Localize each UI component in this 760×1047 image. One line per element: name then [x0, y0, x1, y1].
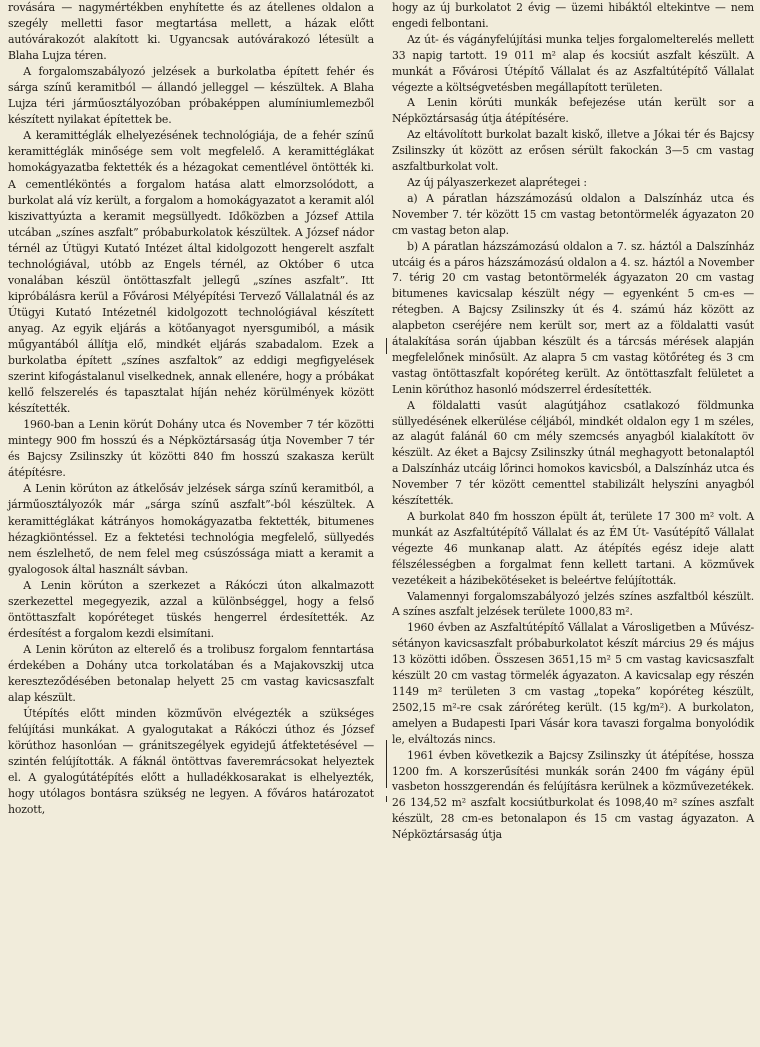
left-column — [8, 0, 374, 818]
paragraph: Az út- és vágányfelújítási munka teljes forgalomelterelés mellett 33 napig tartott. 19 011 m² alap és kocsiút aszfalt készült. A munkát a Fővárosi Útépítő Vállalat és az Aszfaltútépítő Vállalat végezte a költségvetésben megállapított területen. — [392, 32, 754, 94]
paragraph: 1960 évben az Aszfaltútépítő Vállalat a Városligetben a Művész-sétányon kavicsaszfalt próbaburkolatot készít március 29 és május 13 közötti időben. Összesen 3651,15 m² 5 cm vastag kavicsaszfalt készült 20 cm vastag törmelék ágyazaton. A kavicsalap egy részén 1149 m² területen 3 cm vastag „topeka” kopóréteg készült, 2502,15 m²-re csak záróréteg került. (15 kg/m²). A burkolaton, amelyen a Budapesti Ipari Vásár kora tavaszi forgalma bonyolódik le, elváltozás nincs. — [392, 621, 754, 746]
paragraph: hogy az új burkolatot 2 évig — üzemi hibáktól eltekintve — nem engedi felbontani. — [392, 1, 754, 30]
margin-mark — [386, 740, 387, 788]
margin-mark — [386, 796, 387, 802]
paragraph: A keramittéglák elhelyezésének technológiája, de a fehér színű keramittéglák minősége sem volt megfelelő. A keramittéglákat homokágyazatba fektették és a hézagokat cementlével öntötték ki. A cementléköntés a forgalom hatása alatt elmorzsolódott, a burkolat alá víz került, a forgalom a homokágyazatot a keramit alól kiszivattyúzta a keramit megsüllyedt. Időközben a József Attila utcában „színes aszfalt” próbaburkolatok készültek. A József nádor térnél az Útügyi Kutató Intézet által kidolgozott hengerelt aszfalt technológiával, utóbb az Engels térnél, az Október 6 utca vonalában készül öntöttaszfalt jellegű „színes aszfalt”. Itt kipróbálásra kerül a Fővárosi Mélyépítési Tervező Vállalatnál és az Útügyi Kutató Intézetnél kidolgozott technológiával készített anyag. Az egyik eljárás a kötőanyagot nyersgumiból, a másik műgyantából állítja elő, mindkét eljárás szabadalom. Ezek a burkolatba épített „színes aszfaltok” az eddigi megfigyelések szerint kifogástalanul viselkednek, annak ellenére, hogy a próbákat kellő felszerelés és tapasztalat híján nehéz körülmények között készítették. — [8, 129, 374, 416]
paragraph: A Lenin körúton a szerkezet a Rákóczi úton alkalmazott szerkezettel megegyezik, azzal a különbséggel, hogy a felső öntöttaszfalt kopóréteget tüskés hengerrel érdesítették. Az érdesítést a forgalom kezdi elsimítani. — [8, 578, 374, 640]
paragraph: 1961 évben következik a Bajcsy Zsilinszky út átépítése, hossza 1200 fm. A korszerűsítési munkák során 2400 fm vágány épül vasbeton hosszgerendán és felújításra kerülnek a közművezetékek. 26 134,52 m² aszfalt kocsiútburkolat és 1098,40 m² színes aszfalt készült, 28 cm-es betonalapon és 15 cm vastag ágyazaton. A Népköztársaság útja — [392, 748, 754, 842]
paragraph: b) A páratlan házszámozású oldalon a 7. sz. háztól a Dalszínház utcáig és a páros házszámozású oldalon a 4. sz. háztól a November 7. térig 20 cm vastag betontörmelék ágyazaton 20 cm vastag bitumenes kavicsalap készült négy — egyenként 5 cm-es — rétegben. A Bajcsy Zsilinszky út és 4. számú ház között az alapbeton cseréjére nem került sor, mert az a földalatti vasút átalakítása során újabban készült és a tárcsás mérések alapján megfelelőnek minősült. Az alapra 5 cm vastag kötőréteg és 3 cm vastag öntöttaszfalt kopóréteg került. Az öntöttaszfalt felületet a Lenin körúthoz hasonló módszerrel érdesítették. — [392, 239, 754, 396]
paragraph: Az új pályaszerkezet alaprétegei : — [407, 175, 587, 189]
paragraph: 1960-ban a Lenin körút Dohány utca és November 7 tér közötti mintegy 900 fm hosszú és a Népköztársaság útja November 7 tér és Bajcsy Zsilinszky út közötti 840 fm hosszú szakasza került átépítésre. — [8, 418, 374, 480]
paragraph: a) A páratlan házszámozású oldalon a Dalszínház utca és November 7. tér között 15 cm vastag betontörmelék ágyazaton 20 cm vastag beton alap. — [392, 191, 754, 237]
paragraph: Útépítés előtt minden közművön elvégezték a szükséges felújítási munkákat. A gyalogutakat a Rákóczi úthoz és József körúthoz hasonlóan — gránitszegélyek egyidejű átfektetésével — szintén felújították. A fáknál öntöttvas faveremrácsokat helyeztek el. A gyalogútátépítés előtt a hulladékkosarakat is elhelyezték, hogy utólagos bontásra szükség ne legyen. A főváros határozatot hozott, — [8, 707, 374, 817]
paragraph: A forgalomszabályozó jelzések a burkolatba épített fehér és sárga színű keramitból — állandó jelleggel — készültek. A Blaha Lujza téri járműosztályozóban próbaképpen alumíniumlemezből készített nyilakat építettek be. — [8, 65, 374, 127]
paragraph: Az eltávolított burkolat bazalt kiskő, illetve a Jókai tér és Bajcsy Zsilinszky út között az erősen sérült fakockán 3—5 cm vastag aszfaltburkolat volt. — [392, 128, 754, 174]
paragraph: A Lenin körúton az elterelő és a trolibusz forgalom fenntartása érdekében a Dohány utca torkolatában és a Majakovszkij utca kereszteződésében betonalap helyett 25 cm vastag kavicsaszfalt alap készült. — [8, 642, 374, 705]
margin-mark — [386, 338, 387, 354]
right-column — [392, 0, 754, 843]
paragraph: A burkolat 840 fm hosszon épült át, területe 17 300 m² volt. A munkát az Aszfaltútépítő Vállalat és az ÉM Út- Vasútépítő Vállalat végezte 46 munkanap alatt. Az átépítés egész ideje alatt félszélességben a forgalmat fenn kellett tartani. A közművek vezetékeit a házibekötéseket is beleértve felújították. — [392, 510, 754, 587]
paragraph: rovására — nagymértékben enyhítette és az átellenes oldalon a szegély melletti fasor megtartása mellett, a házak előtt autóvárakozót alakított ki. Ugyancsak autóvárakozó létesült a Blaha Lujza téren. — [8, 1, 374, 63]
paragraph: A Lenin körúton az átkelősáv jelzések sárga színű keramitból, a járműosztályozók már „sárga színű aszfalt”-ból készültek. A keramittéglákat kátrányos homokágyazatba fektették, bitumenes hézagkiöntéssel. Ez a fektetési technológia megfelelő, süllyedés nem észlelhető, de nem felel meg csúszóssága miatt a keramit a gyalogosok által használt sávban. — [8, 482, 374, 576]
paragraph: A földalatti vasút alagútjához csatlakozó földmunka süllyedésének elkerülése céljából, mindkét oldalon egy 1 m széles, az alagút falánál 60 cm mély szemcsés anyagból kialakított öv készült. Az éket a Bajcsy Zsilinszky útnál meghagyott betonalaptól a Dalszínház utcáig lőrinci homokos kavicsból, a Dalszínház utca és November 7 tér között cementtel stabilizált helyszíni anyagból készítették. — [392, 398, 754, 508]
paragraph: A Lenin körúti munkák befejezése után került sor a Népköztársaság útja átépítésére. — [392, 96, 754, 126]
paragraph: Valamennyi forgalomszabályozó jelzés színes aszfaltból készült. A színes aszfalt jelzések területe 1000,83 m². — [392, 589, 754, 619]
